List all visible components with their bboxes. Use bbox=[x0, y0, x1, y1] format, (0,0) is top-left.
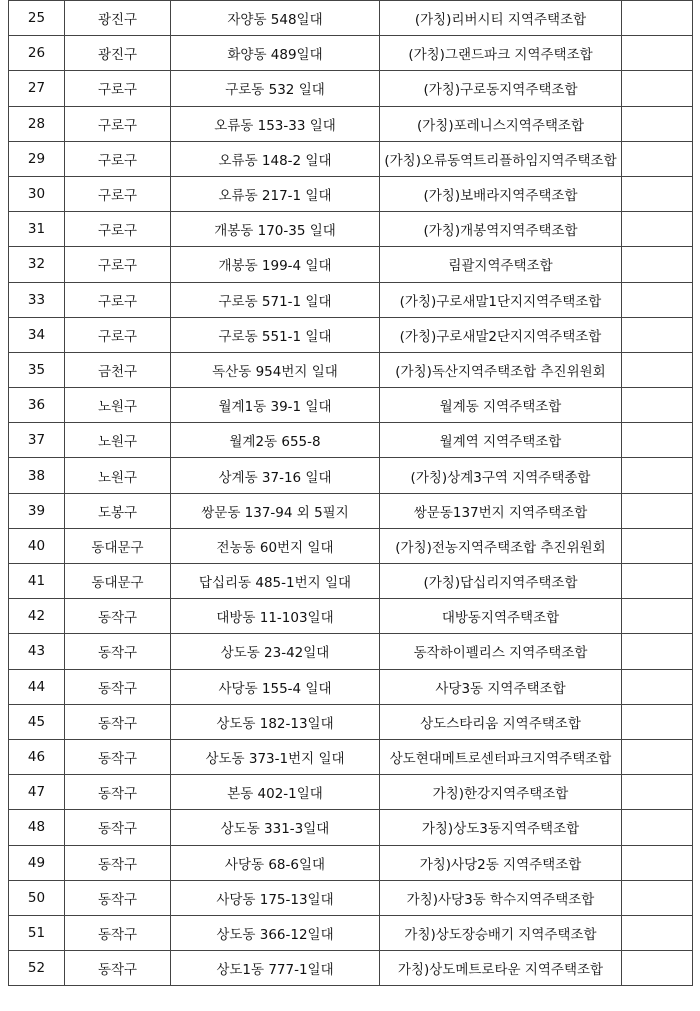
table-row bbox=[9, 176, 693, 211]
table-row bbox=[9, 915, 693, 950]
table-row bbox=[9, 564, 693, 599]
cell-number: 31 bbox=[9, 212, 65, 247]
cell-number: 34 bbox=[9, 317, 65, 352]
cell-note bbox=[622, 845, 693, 880]
cell-address: 개봉동 170-35 일대 bbox=[171, 212, 380, 247]
cell-note bbox=[622, 176, 693, 211]
cell-district: 광진구 bbox=[65, 1, 171, 36]
cell-district: 광진구 bbox=[65, 36, 171, 71]
cell-association-name: 월계동 지역주택조합 bbox=[380, 388, 622, 423]
cell-note bbox=[622, 36, 693, 71]
cell-address: 사당동 68-6일대 bbox=[171, 845, 380, 880]
cell-association-name: 가칭)상도3동지역주택조합 bbox=[380, 810, 622, 845]
cell-number: 51 bbox=[9, 915, 65, 950]
cell-note bbox=[622, 106, 693, 141]
table-row bbox=[9, 247, 693, 282]
cell-association-name: 쌍문동137번지 지역주택조합 bbox=[380, 493, 622, 528]
cell-note bbox=[622, 951, 693, 986]
cell-note bbox=[622, 247, 693, 282]
table-row bbox=[9, 775, 693, 810]
table-row bbox=[9, 951, 693, 986]
cell-association-name: (가칭)구로새말2단지지역주택조합 bbox=[380, 317, 622, 352]
cell-number: 37 bbox=[9, 423, 65, 458]
cell-note bbox=[622, 775, 693, 810]
cell-address: 오류동 217-1 일대 bbox=[171, 176, 380, 211]
cell-address: 상도1동 777-1일대 bbox=[171, 951, 380, 986]
table-row bbox=[9, 634, 693, 669]
cell-district: 동대문구 bbox=[65, 564, 171, 599]
cell-number: 50 bbox=[9, 880, 65, 915]
cell-address: 화양동 489일대 bbox=[171, 36, 380, 71]
cell-note bbox=[622, 704, 693, 739]
cell-district: 도봉구 bbox=[65, 493, 171, 528]
cell-note bbox=[622, 141, 693, 176]
cell-district: 노원구 bbox=[65, 388, 171, 423]
cell-district: 동작구 bbox=[65, 739, 171, 774]
cell-district: 금천구 bbox=[65, 352, 171, 387]
cell-association-name: (가칭)상계3구역 지역주택종합 bbox=[380, 458, 622, 493]
cell-note bbox=[622, 388, 693, 423]
table-row bbox=[9, 669, 693, 704]
table-body bbox=[9, 1, 693, 986]
cell-association-name: (가칭)개봉역지역주택조합 bbox=[380, 212, 622, 247]
cell-address: 구로동 532 일대 bbox=[171, 71, 380, 106]
cell-address: 사당동 175-13일대 bbox=[171, 880, 380, 915]
cell-number: 30 bbox=[9, 176, 65, 211]
cell-district: 구로구 bbox=[65, 282, 171, 317]
cell-address: 상도동 366-12일대 bbox=[171, 915, 380, 950]
table-row bbox=[9, 528, 693, 563]
cell-association-name: (가칭)보배라지역주택조합 bbox=[380, 176, 622, 211]
cell-district: 구로구 bbox=[65, 176, 171, 211]
cell-district: 동작구 bbox=[65, 775, 171, 810]
table-row bbox=[9, 1, 693, 36]
cell-number: 52 bbox=[9, 951, 65, 986]
cell-number: 40 bbox=[9, 528, 65, 563]
cell-address: 자양동 548일대 bbox=[171, 1, 380, 36]
cell-district: 동작구 bbox=[65, 951, 171, 986]
cell-district: 구로구 bbox=[65, 317, 171, 352]
cell-number: 45 bbox=[9, 704, 65, 739]
cell-association-name: 가칭)사당2동 지역주택조합 bbox=[380, 845, 622, 880]
table-row bbox=[9, 810, 693, 845]
table-row bbox=[9, 458, 693, 493]
cell-number: 32 bbox=[9, 247, 65, 282]
cell-district: 동작구 bbox=[65, 810, 171, 845]
table-row bbox=[9, 599, 693, 634]
cell-association-name: 상도현대메트로센터파크지역주택조합 bbox=[380, 739, 622, 774]
cell-note bbox=[622, 915, 693, 950]
cell-number: 25 bbox=[9, 1, 65, 36]
cell-address: 구로동 571-1 일대 bbox=[171, 282, 380, 317]
cell-address: 대방동 11-103일대 bbox=[171, 599, 380, 634]
cell-number: 47 bbox=[9, 775, 65, 810]
cell-district: 구로구 bbox=[65, 141, 171, 176]
cell-number: 43 bbox=[9, 634, 65, 669]
cell-number: 33 bbox=[9, 282, 65, 317]
cell-district: 동대문구 bbox=[65, 528, 171, 563]
cell-note bbox=[622, 1, 693, 36]
cell-association-name: (가칭)독산지역주택조합 추진위원회 bbox=[380, 352, 622, 387]
cell-association-name: 월계역 지역주택조합 bbox=[380, 423, 622, 458]
cell-note bbox=[622, 599, 693, 634]
cell-address: 사당동 155-4 일대 bbox=[171, 669, 380, 704]
cell-address: 상도동 23-42일대 bbox=[171, 634, 380, 669]
cell-note bbox=[622, 493, 693, 528]
table-row bbox=[9, 141, 693, 176]
cell-note bbox=[622, 212, 693, 247]
cell-association-name: 림괄지역주택조합 bbox=[380, 247, 622, 282]
cell-number: 26 bbox=[9, 36, 65, 71]
table-row bbox=[9, 317, 693, 352]
cell-district: 노원구 bbox=[65, 423, 171, 458]
cell-association-name: (가칭)답십리지역주택조합 bbox=[380, 564, 622, 599]
cell-district: 동작구 bbox=[65, 880, 171, 915]
cell-association-name: (가칭)오류동역트리플하임지역주택조합 bbox=[380, 141, 622, 176]
cell-address: 쌍문동 137-94 외 5필지 bbox=[171, 493, 380, 528]
cell-number: 44 bbox=[9, 669, 65, 704]
cell-number: 46 bbox=[9, 739, 65, 774]
cell-association-name: (가칭)구로새말1단지지역주택조합 bbox=[380, 282, 622, 317]
cell-note bbox=[622, 739, 693, 774]
cell-district: 구로구 bbox=[65, 71, 171, 106]
cell-number: 35 bbox=[9, 352, 65, 387]
cell-address: 본동 402-1일대 bbox=[171, 775, 380, 810]
cell-association-name: 동작하이펠리스 지역주택조합 bbox=[380, 634, 622, 669]
cell-note bbox=[622, 352, 693, 387]
cell-association-name: 가칭)상도메트로타운 지역주택조합 bbox=[380, 951, 622, 986]
table-row bbox=[9, 704, 693, 739]
cell-district: 구로구 bbox=[65, 106, 171, 141]
cell-note bbox=[622, 669, 693, 704]
cell-number: 49 bbox=[9, 845, 65, 880]
cell-address: 개봉동 199-4 일대 bbox=[171, 247, 380, 282]
cell-district: 동작구 bbox=[65, 599, 171, 634]
table-row bbox=[9, 493, 693, 528]
cell-note bbox=[622, 317, 693, 352]
cell-association-name: 대방동지역주택조합 bbox=[380, 599, 622, 634]
cell-number: 48 bbox=[9, 810, 65, 845]
cell-number: 38 bbox=[9, 458, 65, 493]
cell-address: 답십리동 485-1번지 일대 bbox=[171, 564, 380, 599]
cell-note bbox=[622, 634, 693, 669]
cell-note bbox=[622, 423, 693, 458]
cell-number: 27 bbox=[9, 71, 65, 106]
cell-note bbox=[622, 71, 693, 106]
cell-district: 노원구 bbox=[65, 458, 171, 493]
cell-district: 동작구 bbox=[65, 845, 171, 880]
table-row bbox=[9, 880, 693, 915]
cell-association-name: (가칭)리버시티 지역주택조합 bbox=[380, 1, 622, 36]
cell-address: 구로동 551-1 일대 bbox=[171, 317, 380, 352]
cell-district: 구로구 bbox=[65, 212, 171, 247]
table-row bbox=[9, 212, 693, 247]
table-row bbox=[9, 106, 693, 141]
cell-number: 39 bbox=[9, 493, 65, 528]
table-row bbox=[9, 71, 693, 106]
cell-note bbox=[622, 880, 693, 915]
cell-address: 월계2동 655-8 bbox=[171, 423, 380, 458]
cell-association-name: 가칭)사당3동 학수지역주택조합 bbox=[380, 880, 622, 915]
cell-number: 36 bbox=[9, 388, 65, 423]
cell-association-name: 가칭)한강지역주택조합 bbox=[380, 775, 622, 810]
cell-address: 전농동 60번지 일대 bbox=[171, 528, 380, 563]
cell-number: 41 bbox=[9, 564, 65, 599]
cell-note bbox=[622, 458, 693, 493]
cell-association-name: (가칭)그랜드파크 지역주택조합 bbox=[380, 36, 622, 71]
table-row bbox=[9, 36, 693, 71]
cell-note bbox=[622, 528, 693, 563]
table-row bbox=[9, 352, 693, 387]
cell-association-name: 사당3동 지역주택조합 bbox=[380, 669, 622, 704]
cell-district: 동작구 bbox=[65, 634, 171, 669]
table-row bbox=[9, 845, 693, 880]
table-row bbox=[9, 388, 693, 423]
cell-association-name: (가칭)전농지역주택조합 추진위원회 bbox=[380, 528, 622, 563]
cell-district: 동작구 bbox=[65, 915, 171, 950]
cell-number: 29 bbox=[9, 141, 65, 176]
cell-number: 42 bbox=[9, 599, 65, 634]
cell-address: 상계동 37-16 일대 bbox=[171, 458, 380, 493]
cell-note bbox=[622, 282, 693, 317]
cell-address: 상도동 182-13일대 bbox=[171, 704, 380, 739]
cell-address: 상도동 331-3일대 bbox=[171, 810, 380, 845]
cell-address: 독산동 954번지 일대 bbox=[171, 352, 380, 387]
table-row bbox=[9, 423, 693, 458]
cell-association-name: 상도스타리움 지역주택조합 bbox=[380, 704, 622, 739]
cell-note bbox=[622, 810, 693, 845]
cell-district: 구로구 bbox=[65, 247, 171, 282]
table-row bbox=[9, 739, 693, 774]
cell-address: 상도동 373-1번지 일대 bbox=[171, 739, 380, 774]
cell-association-name: (가칭)구로동지역주택조합 bbox=[380, 71, 622, 106]
cell-association-name: 가칭)상도장승배기 지역주택조합 bbox=[380, 915, 622, 950]
cell-association-name: (가칭)포레니스지역주택조합 bbox=[380, 106, 622, 141]
cell-address: 오류동 153-33 일대 bbox=[171, 106, 380, 141]
cell-district: 동작구 bbox=[65, 704, 171, 739]
housing-association-table bbox=[8, 0, 693, 986]
cell-district: 동작구 bbox=[65, 669, 171, 704]
cell-address: 월계1동 39-1 일대 bbox=[171, 388, 380, 423]
cell-note bbox=[622, 564, 693, 599]
cell-address: 오류동 148-2 일대 bbox=[171, 141, 380, 176]
cell-number: 28 bbox=[9, 106, 65, 141]
table-row bbox=[9, 282, 693, 317]
